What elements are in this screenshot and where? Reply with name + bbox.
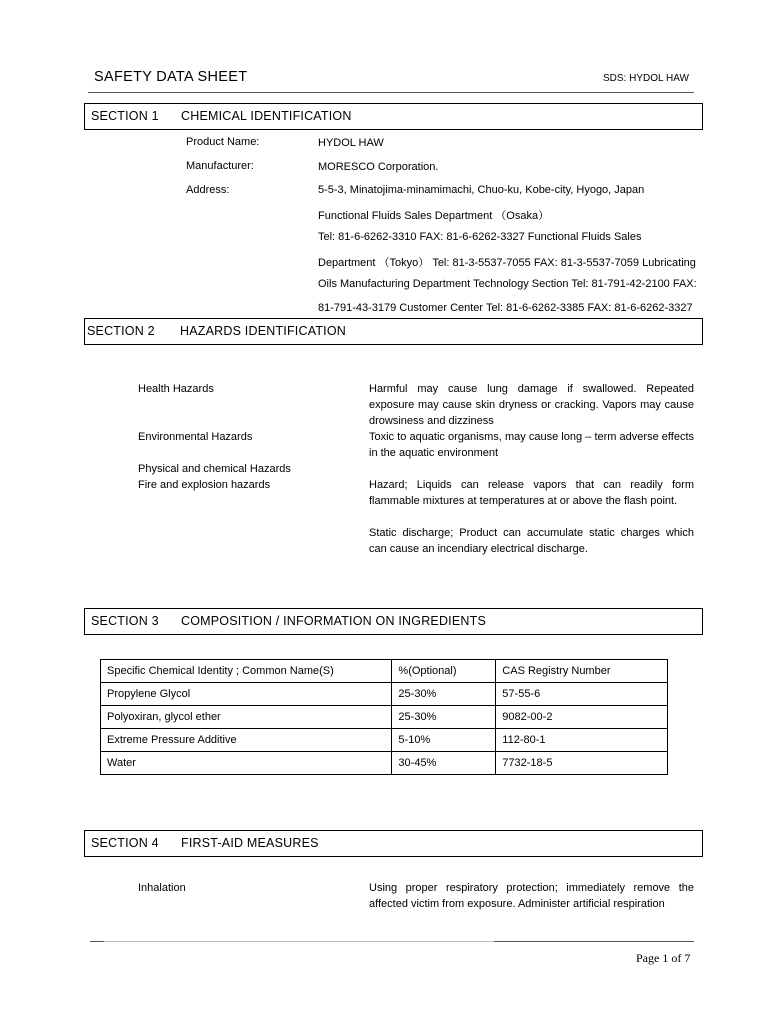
table-cell: 112-80-1 [496,729,668,752]
table-row [101,683,668,706]
section-title: FIRST-AID MEASURES [181,836,319,850]
section-1-header [84,103,703,130]
section-number: SECTION 4 [91,836,159,850]
address-label: Address: [186,184,230,196]
manufacturer-value: MORESCO Corporation. [318,161,439,173]
table-header-cell: CAS Registry Number [496,660,668,683]
address-line: Oils Manufacturing Department Technology Section Tel: 81-791-42-2100 FAX: [318,278,697,290]
document-title: SAFETY DATA SHEET [94,69,248,85]
table-cell: 57-55-6 [496,683,668,706]
table-cell: 5-10% [392,729,496,752]
section-title: HAZARDS IDENTIFICATION [180,324,346,338]
title-divider [88,92,694,93]
product-name-label: Product Name: [186,136,260,148]
composition-table [100,659,668,775]
manufacturer-label: Manufacturer: [186,160,254,172]
health-hazards-label: Health Hazards [138,383,214,395]
address-line: 5-5-3, Minatojima-minamimachi, Chuo-ku, Kobe-city, Hyogo, Japan [318,184,645,196]
inhalation-label: Inhalation [138,882,186,894]
table-cell: Water [101,752,392,775]
table-cell: 9082-00-2 [496,706,668,729]
section-4-header [84,830,703,857]
table-row [101,729,668,752]
address-line: 81-791-43-3179 Customer Center Tel: 81-6-6262-3385 FAX: 81-6-6262-3327 [318,302,693,314]
sds-code: SDS: HYDOL HAW [603,73,689,84]
address-line: Department （Tokyo） Tel: 81-3-5537-7055 FAX: 81-3-5537-7059 Lubricating [318,257,696,269]
footer-divider [90,941,104,942]
address-line: Functional Fluids Sales Department （Osaka） [318,210,550,222]
section-3-header [84,608,703,635]
table-row [101,706,668,729]
environmental-hazards-label: Environmental Hazards [138,431,253,443]
address-line: Tel: 81-6-6262-3310 FAX: 81-6-6262-3327 Functional Fluids Sales [318,231,642,243]
footer-divider [104,941,494,942]
table-cell: Extreme Pressure Additive [101,729,392,752]
section-number: SECTION 2 [87,324,155,338]
fire-explosion-hazards-label: Fire and explosion hazards [138,479,271,491]
table-header-cell: Specific Chemical Identity ; Common Name(S) [101,660,392,683]
footer-divider [494,941,694,942]
product-name-value: HYDOL HAW [318,137,384,149]
section-number: SECTION 3 [91,614,159,628]
physical-chemical-hazards-label: Physical and chemical Hazards [138,463,291,475]
section-title: CHEMICAL IDENTIFICATION [181,109,352,123]
environmental-hazards-text: Toxic to aquatic organisms, may cause long – term adverse effects in the aquatic environment [369,431,694,459]
table-row [101,752,668,775]
table-cell: 7732-18-5 [496,752,668,775]
section-number: SECTION 1 [91,109,159,123]
table-header-row [101,660,668,683]
table-cell: Propylene Glycol [101,683,392,706]
table-header-cell: %(Optional) [392,660,496,683]
table-cell: 30-45% [392,752,496,775]
section-title: COMPOSITION / INFORMATION ON INGREDIENTS [181,614,486,628]
table-cell: 25-30% [392,683,496,706]
fire-hazard-text: Hazard; Liquids can release vapors that can readily form flammable mixtures at temperatures at or above the flash point. [369,479,694,507]
section-2-header [84,318,703,345]
inhalation-text: Using proper respiratory protection; immediately remove the affected victim from exposure. Administer artificial respiration [369,882,694,910]
table-cell: Polyoxiran, glycol ether [101,706,392,729]
page-number: Page 1 of 7 [636,951,691,965]
static-discharge-text: Static discharge; Product can accumulate static charges which can cause an incendiary electrical discharge. [369,527,694,555]
table-cell: 25-30% [392,706,496,729]
health-hazards-text: Harmful may cause lung damage if swallowed. Repeated exposure may cause skin dryness or cracking. Vapors may cause drowsiness and dizziness [369,383,694,427]
